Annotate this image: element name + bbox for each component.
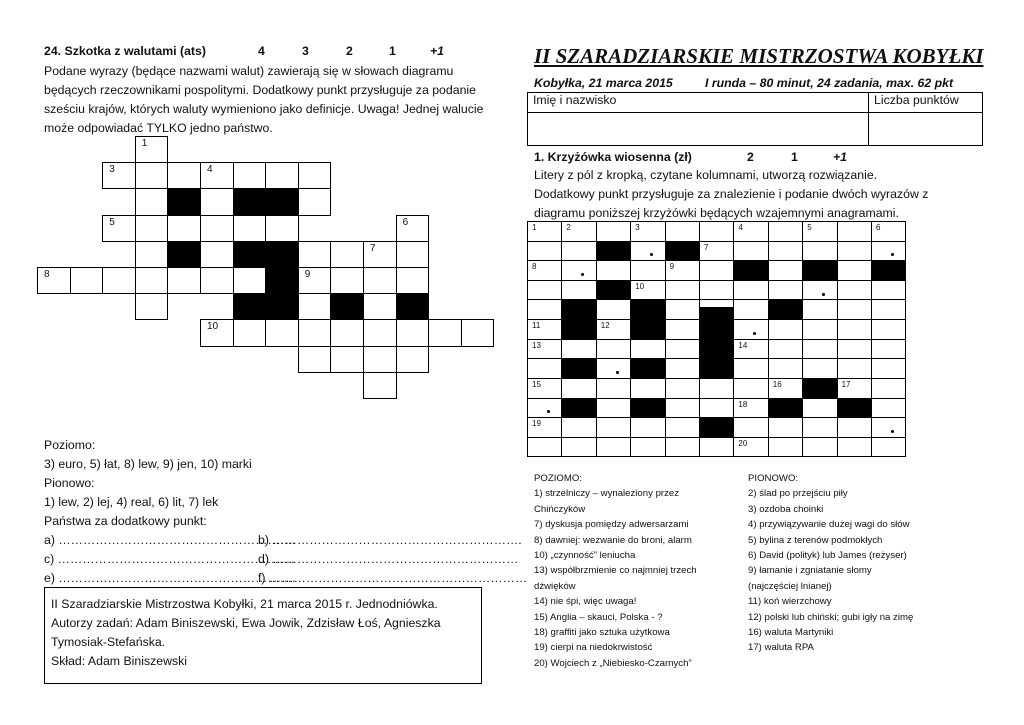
clues-across-heading: Poziomo: xyxy=(44,438,96,452)
grid-cell[interactable] xyxy=(802,437,837,458)
down-clue: 12) polski lub chiński; gubi igły na zimę xyxy=(748,611,914,623)
grid-cell[interactable] xyxy=(330,241,364,268)
black-cell xyxy=(265,241,299,268)
black-cell xyxy=(665,241,700,262)
grid-cell[interactable] xyxy=(699,260,734,281)
black-cell xyxy=(561,398,596,419)
grid-cell[interactable] xyxy=(665,299,700,320)
clue-number: 4 xyxy=(738,223,743,232)
round-info: I runda – 80 minut, 24 zadania, max. 62 pkt xyxy=(705,76,954,90)
task-24-intro xyxy=(44,62,483,138)
name-label: Imię i nazwisko xyxy=(528,93,869,113)
black-cell xyxy=(561,299,596,320)
grid-cell[interactable] xyxy=(396,215,430,242)
grid-cell[interactable] xyxy=(871,319,906,340)
grid-cell[interactable] xyxy=(527,319,562,340)
grid-cell[interactable] xyxy=(298,293,332,320)
task-1-title: 1. Krzyżówka wiosenna (zł) xyxy=(534,150,692,164)
grid-cell[interactable] xyxy=(330,346,364,373)
grid-cell[interactable] xyxy=(665,319,700,340)
grid-cell[interactable] xyxy=(733,241,768,262)
clue-number: 9 xyxy=(669,262,675,272)
grid-cell[interactable] xyxy=(596,358,631,379)
grid-cell[interactable] xyxy=(630,280,665,301)
grid-cell[interactable] xyxy=(837,339,872,360)
black-cell xyxy=(561,319,596,340)
black-cell xyxy=(167,241,201,268)
intro-line: Litery z pól z kropką, czytane kolumnami, utworzą rozwiązanie. xyxy=(534,168,878,182)
grid-cell[interactable] xyxy=(596,437,631,458)
black-cell xyxy=(768,398,803,419)
grid-cell[interactable] xyxy=(233,267,267,294)
grid-cell[interactable] xyxy=(200,241,234,268)
points-field[interactable] xyxy=(869,113,983,146)
grid-cell[interactable] xyxy=(699,398,734,419)
down-clue: 11) koń wierzchowy xyxy=(748,596,832,608)
down-clues xyxy=(748,471,913,656)
grid-cell[interactable] xyxy=(665,260,700,281)
task-1-points-1: 1 xyxy=(791,150,798,164)
black-cell xyxy=(871,260,906,281)
down-clue: 6) David (polityk) lub James (reżyser) xyxy=(748,550,907,562)
grid-cell[interactable] xyxy=(167,215,201,242)
grid-cell[interactable] xyxy=(70,267,104,294)
clue-number: 12 xyxy=(600,321,610,331)
grid-cell[interactable] xyxy=(837,417,872,438)
grid-cell[interactable] xyxy=(837,358,872,379)
black-cell xyxy=(233,241,267,268)
across-clue: 14) nie śpi, więc uwaga! xyxy=(534,596,637,608)
clue-number: 19 xyxy=(532,419,541,429)
clue-number: 15 xyxy=(532,379,541,389)
answer-line-b[interactable]: b) ……………………………………………………. xyxy=(258,533,522,547)
black-cell xyxy=(768,299,803,320)
grid-cell[interactable] xyxy=(167,162,201,189)
grid-cell[interactable] xyxy=(768,378,803,399)
grid-cell[interactable] xyxy=(596,299,631,320)
black-cell xyxy=(265,267,299,294)
across-clue: 18) graffiti jako sztuka użytkowa xyxy=(534,627,670,639)
grid-cell[interactable] xyxy=(768,417,803,438)
grid-cell[interactable] xyxy=(871,241,906,262)
grid-cell[interactable] xyxy=(768,339,803,360)
grid-cell[interactable] xyxy=(733,417,768,438)
task-24-points-bonus: +1 xyxy=(430,44,445,58)
grid-cell[interactable] xyxy=(837,437,872,458)
grid-cell[interactable] xyxy=(768,437,803,458)
grid-cell[interactable] xyxy=(630,339,665,360)
grid-cell[interactable] xyxy=(871,339,906,360)
answer-line-c[interactable]: c) …………………………………………………. xyxy=(44,552,295,566)
grid-cell[interactable] xyxy=(561,339,596,360)
grid-cell[interactable] xyxy=(665,417,700,438)
grid-cell[interactable] xyxy=(665,437,700,458)
down-clue: 4) przywiązywanie dużej wagi do słów xyxy=(748,519,910,531)
grid-cell[interactable] xyxy=(802,417,837,438)
grid-cell[interactable] xyxy=(630,437,665,458)
grid-cell[interactable] xyxy=(802,241,837,262)
grid-cell[interactable] xyxy=(837,319,872,340)
grid-cell[interactable] xyxy=(871,221,906,242)
grid-cell[interactable] xyxy=(37,267,71,294)
grid-cell[interactable] xyxy=(135,293,169,320)
across-clue: 15) Anglia – skauci, Polska - ? xyxy=(534,611,663,623)
intro-line: może odpowiadać TYLKO jedno państwo. xyxy=(44,121,273,135)
colophon-line: Skład: Adam Biniszewski xyxy=(51,654,188,668)
grid-cell[interactable] xyxy=(837,378,872,399)
grid-cell[interactable] xyxy=(837,221,872,242)
clue-number: 9 xyxy=(304,269,311,280)
down-clue: 17) waluta RPA xyxy=(748,642,814,654)
grid-cell[interactable] xyxy=(527,358,562,379)
grid-cell[interactable] xyxy=(363,267,397,294)
solution-dot xyxy=(753,332,756,335)
answer-line-f[interactable]: f) ……………………………………………………… xyxy=(258,571,528,585)
grid-cell[interactable] xyxy=(561,378,596,399)
black-cell xyxy=(630,299,665,320)
grid-cell[interactable] xyxy=(871,398,906,419)
solution-dot xyxy=(822,293,825,296)
grid-cell[interactable] xyxy=(733,358,768,379)
black-cell xyxy=(699,358,734,379)
solution-dot xyxy=(581,273,584,276)
grid-cell[interactable] xyxy=(837,241,872,262)
grid-cell[interactable] xyxy=(630,221,665,242)
colophon-box xyxy=(44,587,482,684)
grid-cell[interactable] xyxy=(527,437,562,458)
across-clue: dźwięków xyxy=(534,580,576,592)
grid-cell[interactable] xyxy=(871,378,906,399)
task-1-intro xyxy=(534,166,928,223)
grid-cell[interactable] xyxy=(135,215,169,242)
grid-cell[interactable] xyxy=(768,319,803,340)
grid-cell[interactable] xyxy=(596,260,631,281)
clue-number: 17 xyxy=(841,379,851,389)
grid-cell[interactable] xyxy=(265,319,299,346)
black-cell xyxy=(265,293,299,320)
grid-cell[interactable] xyxy=(363,241,397,268)
grid-cell[interactable] xyxy=(802,280,837,301)
grid-cell[interactable] xyxy=(561,241,596,262)
down-clue: 16) waluta Martyniki xyxy=(748,627,834,639)
grid-cell[interactable] xyxy=(200,215,234,242)
page-title: II SZARADZIARSKIE MISTRZOSTWA KOBYŁKI xyxy=(534,44,984,68)
black-cell xyxy=(837,398,872,419)
grid-cell[interactable] xyxy=(527,221,562,242)
clue-number: 13 xyxy=(532,340,541,350)
clue-number: 18 xyxy=(738,399,748,409)
black-cell xyxy=(596,241,631,262)
grid-cell[interactable] xyxy=(665,339,700,360)
grid-cell[interactable] xyxy=(233,162,267,189)
grid-cell[interactable] xyxy=(363,319,397,346)
grid-cell[interactable] xyxy=(527,299,562,320)
grid-cell[interactable] xyxy=(298,162,332,189)
grid-cell[interactable] xyxy=(768,280,803,301)
task-1-points-2: 2 xyxy=(747,150,754,164)
grid-cell[interactable] xyxy=(699,221,734,242)
grid-cell[interactable] xyxy=(665,358,700,379)
clue-number: 1 xyxy=(141,138,148,149)
colophon-line: Autorzy zadań: Adam Biniszewski, Ewa Jowik, Zdzisław Łoś, Agnieszka xyxy=(51,616,441,630)
clues-down: 1) lew, 2) lej, 4) real, 6) lit, 7) lek xyxy=(44,495,219,509)
grid-cell[interactable] xyxy=(527,241,562,262)
task-24-points-1: 1 xyxy=(389,44,396,58)
task-24-points-4: 4 xyxy=(258,44,265,58)
down-clue: 5) bylina z terenów podmokłych xyxy=(748,534,883,546)
clue-number: 7 xyxy=(704,242,709,252)
grid-cell[interactable] xyxy=(561,417,596,438)
grid-cell[interactable] xyxy=(733,280,768,301)
grid-cell[interactable] xyxy=(802,358,837,379)
grid-cell[interactable] xyxy=(802,221,837,242)
grid-cell[interactable] xyxy=(135,241,169,268)
black-cell xyxy=(233,293,267,320)
grid-cell[interactable] xyxy=(802,319,837,340)
answer-line-e[interactable]: e) …………………………………………………. xyxy=(44,571,296,585)
black-cell xyxy=(561,358,596,379)
grid-cell[interactable] xyxy=(265,215,299,242)
grid-cell[interactable] xyxy=(396,267,430,294)
solution-dot xyxy=(891,253,894,256)
grid-cell[interactable] xyxy=(363,372,397,399)
grid-cell[interactable] xyxy=(200,162,234,189)
grid-cell[interactable] xyxy=(135,162,169,189)
intro-line: Podane wyrazy (będące nazwami walut) zawierają się w słowach diagramu xyxy=(44,64,454,78)
grid-cell[interactable] xyxy=(363,293,397,320)
grid-cell[interactable] xyxy=(871,280,906,301)
black-cell xyxy=(396,293,430,320)
clue-number: 11 xyxy=(532,321,541,331)
grid-cell[interactable] xyxy=(461,319,495,346)
grid-cell[interactable] xyxy=(837,280,872,301)
contestant-table xyxy=(527,92,983,146)
grid-cell[interactable] xyxy=(733,398,768,419)
intro-line: sześciu krajów, których waluty wymieniono jako definicje. Uwaga! Jednej walucie xyxy=(44,102,484,116)
grid-cell[interactable] xyxy=(871,437,906,458)
task-24-points-2: 2 xyxy=(346,44,353,58)
task-24-points-3: 3 xyxy=(302,44,309,58)
grid-cell[interactable] xyxy=(733,299,768,320)
black-cell xyxy=(733,260,768,281)
across-clue: 10) „czynność” leniucha xyxy=(534,550,636,562)
clue-number: 8 xyxy=(532,262,537,272)
grid-cell[interactable] xyxy=(135,136,169,163)
grid-cell[interactable] xyxy=(596,339,631,360)
clue-number: 8 xyxy=(44,269,50,280)
clue-number: 6 xyxy=(876,223,881,232)
points-label: Liczba punktów xyxy=(869,93,983,113)
clues-across: 3) euro, 5) łat, 8) lew, 9) jen, 10) marki xyxy=(44,457,252,471)
grid-cell[interactable] xyxy=(265,162,299,189)
answer-line-d[interactable]: d) …………………………………………………… xyxy=(258,552,519,566)
clue-number: 16 xyxy=(772,379,782,389)
solution-dot xyxy=(616,371,619,374)
grid-cell[interactable] xyxy=(330,319,364,346)
grid-cell[interactable] xyxy=(561,437,596,458)
grid-cell[interactable] xyxy=(802,299,837,320)
black-cell xyxy=(167,188,201,215)
clue-number: 6 xyxy=(402,216,409,228)
across-clue: 13) współbrzmienie co najmniej trzech xyxy=(534,565,697,577)
clue-number: 10 xyxy=(635,281,645,291)
grid-cell[interactable] xyxy=(630,260,665,281)
grid-cell[interactable] xyxy=(871,417,906,438)
grid-cell[interactable] xyxy=(298,319,332,346)
black-cell xyxy=(630,358,665,379)
clue-number: 1 xyxy=(532,223,537,232)
black-cell xyxy=(265,188,299,215)
grid-cell[interactable] xyxy=(665,221,700,242)
grid-cell[interactable] xyxy=(768,358,803,379)
task-24-clues xyxy=(44,436,252,531)
black-cell xyxy=(233,188,267,215)
grid-cell[interactable] xyxy=(527,260,562,281)
grid-cell[interactable] xyxy=(733,221,768,242)
grid-cell[interactable] xyxy=(837,299,872,320)
across-clue: 20) Wojciech z „Niebiesko-Czarnych” xyxy=(534,657,692,669)
clue-number: 5 xyxy=(109,216,115,228)
clue-number: 3 xyxy=(635,223,640,232)
colophon-line: Tymosiak-Stefańska. xyxy=(51,635,166,649)
grid-cell[interactable] xyxy=(596,319,631,340)
grid-cell[interactable] xyxy=(665,280,700,301)
task-24-title: 24. Szkotka z walutami (ats) xyxy=(44,44,206,58)
grid-cell[interactable] xyxy=(527,398,562,419)
grid-cell[interactable] xyxy=(768,221,803,242)
grid-cell[interactable] xyxy=(768,241,803,262)
grid-cell[interactable] xyxy=(561,280,596,301)
grid-cell[interactable] xyxy=(561,260,596,281)
grid-cell[interactable] xyxy=(527,378,562,399)
grid-cell[interactable] xyxy=(596,378,631,399)
intro-line: będących rzeczownikami pospolitymi. Dodatkowy punkt przysługuje za podanie xyxy=(44,83,476,97)
grid-cell[interactable] xyxy=(596,417,631,438)
countries-heading: Państwa za dodatkowy punkt: xyxy=(44,514,207,528)
across-heading: POZIOMO: xyxy=(534,473,582,484)
across-clue: Chińczyków xyxy=(534,503,586,515)
grid-cell[interactable] xyxy=(135,267,169,294)
grid-cell[interactable] xyxy=(733,437,768,458)
grid-cell[interactable] xyxy=(871,299,906,320)
clue-number: 5 xyxy=(807,223,812,232)
black-cell xyxy=(630,319,665,340)
grid-cell[interactable] xyxy=(802,398,837,419)
grid-cell[interactable] xyxy=(699,378,734,399)
solution-dot xyxy=(650,253,653,256)
grid-cell[interactable] xyxy=(733,339,768,360)
clue-number: 3 xyxy=(109,164,115,176)
across-clues xyxy=(534,471,697,671)
solution-dot xyxy=(547,410,550,413)
grid-cell[interactable] xyxy=(396,241,430,268)
grid-cell[interactable] xyxy=(233,319,267,346)
grid-cell[interactable] xyxy=(298,267,332,294)
grid-cell[interactable] xyxy=(837,260,872,281)
grid-cell[interactable] xyxy=(102,162,136,189)
event-date: Kobyłka, 21 marca 2015 xyxy=(534,76,673,90)
grid-cell[interactable] xyxy=(733,319,768,340)
clue-number: 14 xyxy=(738,340,748,350)
grid-cell[interactable] xyxy=(699,437,734,458)
across-clue: 19) cierpi na niedokrwistość xyxy=(534,642,653,654)
across-clue: 8) dawniej: wezwanie do broni, alarm xyxy=(534,534,692,546)
grid-cell[interactable] xyxy=(630,378,665,399)
grid-cell[interactable] xyxy=(561,221,596,242)
grid-cell[interactable] xyxy=(596,221,631,242)
intro-line: diagramu poniższej krzyżówki będących wzajemnymi anagramami. xyxy=(534,206,899,220)
grid-cell[interactable] xyxy=(298,346,332,373)
grid-cell[interactable] xyxy=(733,378,768,399)
name-field[interactable] xyxy=(528,113,869,146)
clue-number: 2 xyxy=(566,223,571,232)
down-heading: PIONOWO: xyxy=(748,473,799,484)
down-clue: (najczęściej lnianej) xyxy=(748,580,832,592)
across-clue: 7) dyskusja pomiędzy adwersarzami xyxy=(534,519,689,531)
grid-cell[interactable] xyxy=(200,267,234,294)
grid-cell[interactable] xyxy=(699,241,734,262)
grid-cell[interactable] xyxy=(699,280,734,301)
grid-cell[interactable] xyxy=(428,319,462,346)
grid-cell[interactable] xyxy=(665,398,700,419)
grid-cell[interactable] xyxy=(298,188,332,215)
grid-cell[interactable] xyxy=(596,398,631,419)
clue-number: 20 xyxy=(738,438,748,448)
grid-cell[interactable] xyxy=(630,241,665,262)
grid-cell[interactable] xyxy=(102,215,136,242)
grid-cell[interactable] xyxy=(802,339,837,360)
black-cell xyxy=(596,280,631,301)
grid-cell[interactable] xyxy=(102,267,136,294)
task-1-points-bonus: +1 xyxy=(833,150,848,164)
grid-cell[interactable] xyxy=(330,267,364,294)
grid-cell[interactable] xyxy=(630,417,665,438)
clue-number: 10 xyxy=(207,321,219,333)
solution-dot xyxy=(891,430,894,433)
grid-cell[interactable] xyxy=(871,358,906,379)
black-cell xyxy=(630,398,665,419)
down-clue: 3) ozdoba choinki xyxy=(748,503,824,515)
grid-cell[interactable] xyxy=(396,319,430,346)
grid-cell[interactable] xyxy=(768,260,803,281)
black-cell xyxy=(802,260,837,281)
grid-cell[interactable] xyxy=(665,378,700,399)
grid-cell[interactable] xyxy=(135,188,169,215)
intro-line: Dodatkowy punkt przysługuje za znalezienie i podanie dwóch wyrazów z xyxy=(534,187,929,201)
black-cell xyxy=(330,293,364,320)
clue-number: 4 xyxy=(207,164,213,176)
grid-cell[interactable] xyxy=(527,339,562,360)
clues-down-heading: Pionowo: xyxy=(44,476,95,490)
clue-number: 7 xyxy=(370,242,376,254)
grid-cell[interactable] xyxy=(396,346,430,373)
down-clue: 9) łamanie i zgniatanie słomy xyxy=(748,565,872,577)
down-clue: 2) ślad po przejściu piły xyxy=(748,488,848,500)
answer-line-a[interactable]: a) …………………………………………………. xyxy=(44,533,296,547)
across-clue: 1) strzelniczy – wynaleziony przez xyxy=(534,488,680,500)
grid-cell[interactable] xyxy=(527,280,562,301)
black-cell xyxy=(802,378,837,399)
black-cell xyxy=(699,417,734,438)
grid-cell[interactable] xyxy=(167,267,201,294)
grid-cell[interactable] xyxy=(233,215,267,242)
colophon-line: II Szaradziarskie Mistrzostwa Kobyłki, 21 marca 2015 r. Jednodniówka. xyxy=(51,597,438,611)
grid-cell[interactable] xyxy=(200,319,234,346)
grid-cell[interactable] xyxy=(298,241,332,268)
grid-cell[interactable] xyxy=(527,417,562,438)
